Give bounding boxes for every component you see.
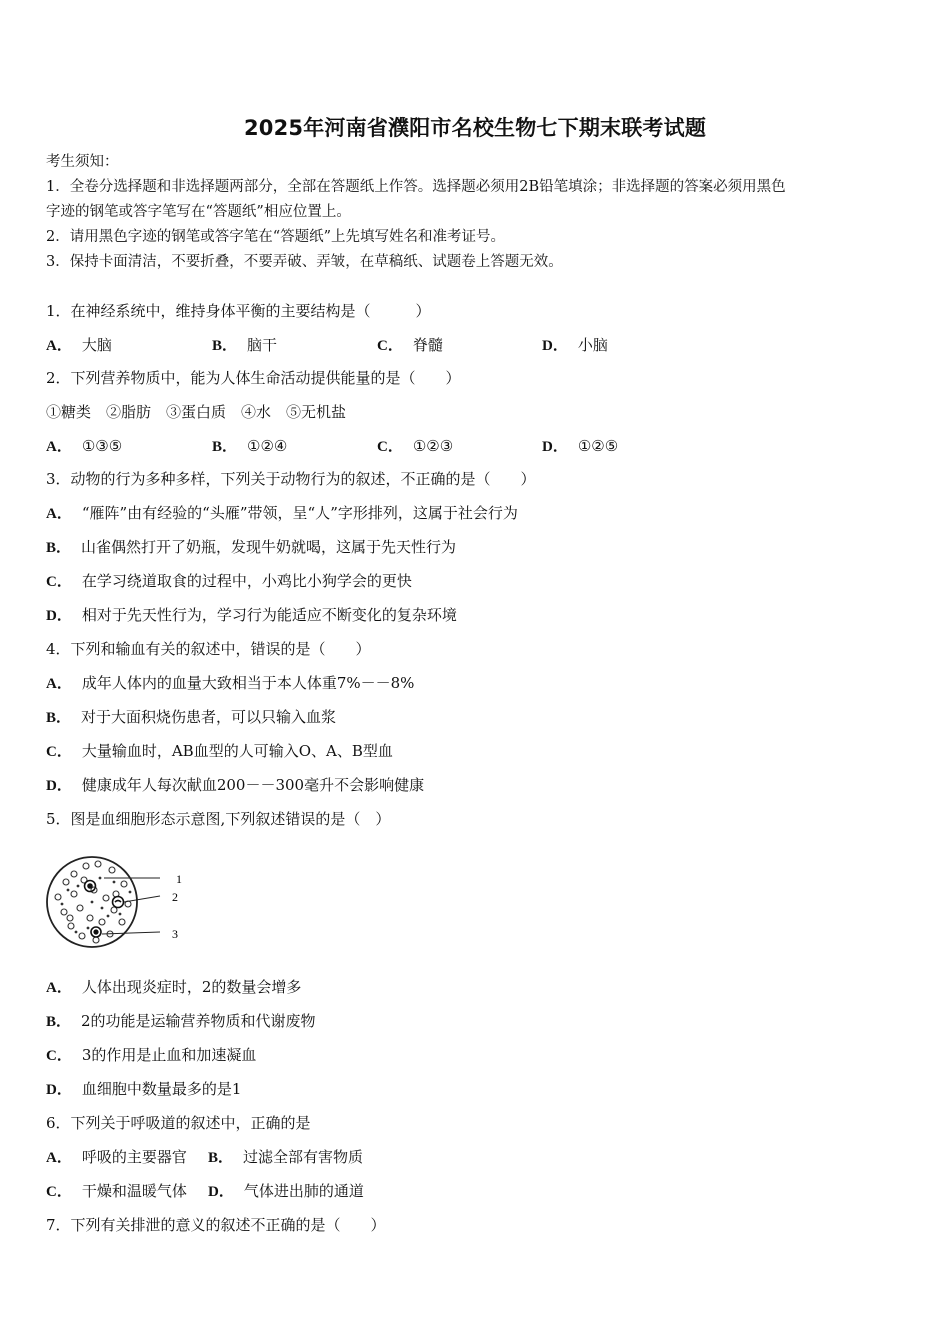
option-label: A． [46, 506, 72, 522]
option [542, 335, 608, 356]
question-stem: 5．图是血细胞形态示意图,下列叙述错误的是（ ） [46, 810, 391, 828]
option [542, 436, 618, 457]
option-text: 对于大面积烧伤患者，可以只输入血浆 [81, 708, 337, 726]
option-label: A． [46, 676, 72, 692]
option-text: 过滤全部有害物质 [243, 1148, 364, 1166]
option-text: “雁阵”由有经验的“头雁”带领，呈“人”字形排列，这属于社会行为 [81, 504, 518, 522]
option-text: ①②④ [247, 437, 288, 455]
option [208, 1147, 363, 1168]
option-text: 相对于先天性行为，学习行为能适应不断变化的复杂环境 [81, 606, 457, 624]
question-extra: ①糖类 ②脂肪 ③蛋白质 ④水 ⑤无机盐 [46, 403, 347, 421]
option [46, 436, 122, 457]
option-text: 脊髓 [412, 336, 443, 354]
option [46, 1011, 316, 1032]
label-3: 3 [172, 927, 178, 941]
label-1: 1 [176, 872, 182, 886]
option-label: B． [46, 540, 72, 556]
option-label: C． [377, 338, 403, 354]
option [46, 775, 424, 796]
option-text: ①③⑤ [81, 437, 123, 455]
option-text: 血细胞中数量最多的是1 [81, 1080, 242, 1098]
option-text: 成年人体内的血量大致相当于本人体重7%－－8% [81, 674, 415, 692]
option [46, 1045, 256, 1066]
blood-cell-diagram [44, 852, 194, 961]
option [46, 1181, 187, 1202]
option-label: B． [212, 338, 238, 354]
option-text: 呼吸的主要器官 [81, 1148, 187, 1166]
option-label: C． [46, 1048, 72, 1064]
option [46, 707, 336, 728]
option-label: B． [212, 439, 238, 455]
option [46, 335, 112, 356]
option [46, 1079, 241, 1100]
question-stem: 6．下列关于呼吸道的叙述中，正确的是 [46, 1114, 311, 1132]
option-text: 小脑 [577, 336, 608, 354]
option-label: C． [46, 574, 72, 590]
option-text: 大量输血时，AB血型的人可输入O、A、B型血 [81, 742, 393, 760]
option-label: A． [46, 439, 72, 455]
option-label: D． [46, 1082, 72, 1098]
question-stem: 4．下列和输血有关的叙述中，错误的是（ ） [46, 640, 371, 658]
option-text: 健康成年人每次献血200－－300毫升不会影响健康 [81, 776, 425, 794]
option-label: D． [542, 439, 568, 455]
option [46, 605, 457, 626]
option [46, 673, 414, 694]
option-text: 山雀偶然打开了奶瓶，发现牛奶就喝，这属于先天性行为 [81, 538, 457, 556]
blood-cell-figure [44, 852, 194, 957]
option-label: D． [542, 338, 568, 354]
option-label: A． [46, 980, 72, 996]
option-text: 脑干 [247, 336, 278, 354]
option [46, 741, 393, 762]
option [208, 1181, 364, 1202]
option-text: 人体出现炎症时，2的数量会增多 [81, 978, 302, 996]
notice-line: 1．全卷分选择题和非选择题两部分，全部在答题纸上作答。选择题必须用2B铅笔填涂；非选择题的答案必须用黑色 [46, 179, 786, 195]
option [46, 977, 301, 998]
notice-heading: 考生须知： [46, 154, 119, 170]
option-text: 气体进出肺的通道 [243, 1182, 364, 1200]
option [212, 335, 277, 356]
option [212, 436, 287, 457]
option-label: B． [208, 1150, 234, 1166]
option-text: ①②③ [412, 437, 454, 455]
option-label: A． [46, 338, 72, 354]
option-text: 2的功能是运输营养物质和代谢废物 [81, 1012, 316, 1030]
option [46, 1147, 187, 1168]
label-2: 2 [172, 890, 178, 904]
notice-line: 字迹的钢笔或答字笔写在“答题纸”相应位置上。 [46, 204, 351, 220]
page-title: 2025年河南省濮阳市名校生物七下期末联考试题 [243, 116, 707, 140]
option-text: 大脑 [81, 336, 112, 354]
option [46, 571, 412, 592]
option-label: D． [46, 608, 72, 624]
option-label: B． [46, 1014, 72, 1030]
option-text: 干燥和温暖气体 [81, 1182, 187, 1200]
question-stem: 7．下列有关排泄的意义的叙述不正确的是（ ） [46, 1216, 386, 1234]
option-label: C． [46, 744, 72, 760]
option-label: A． [46, 1150, 72, 1166]
option-label: C． [377, 439, 403, 455]
option-label: C． [46, 1184, 72, 1200]
option-label: B． [46, 710, 72, 726]
option-label: D． [46, 778, 72, 794]
option [46, 503, 518, 524]
notice-line: 2．请用黑色字迹的钢笔或答字笔在“答题纸”上先填写姓名和准考证号。 [46, 229, 506, 245]
question-stem: 3．动物的行为多种多样，下列关于动物行为的叙述，不正确的是（ ） [46, 470, 536, 488]
option-text: 在学习绕道取食的过程中，小鸡比小狗学会的更快 [81, 572, 412, 590]
option-text: 3的作用是止血和加速凝血 [81, 1046, 257, 1064]
option [46, 537, 456, 558]
notice-line: 3．保持卡面清洁，不要折叠，不要弄破、弄皱，在草稿纸、试题卷上答题无效。 [46, 254, 563, 270]
option [377, 436, 453, 457]
option-label: D． [208, 1184, 234, 1200]
question-stem: 1．在神经系统中，维持身体平衡的主要结构是（ ） [46, 302, 431, 320]
question-stem: 2．下列营养物质中，能为人体生命活动提供能量的是（ ） [46, 369, 461, 387]
option-text: ①②⑤ [577, 437, 619, 455]
option [377, 335, 443, 356]
